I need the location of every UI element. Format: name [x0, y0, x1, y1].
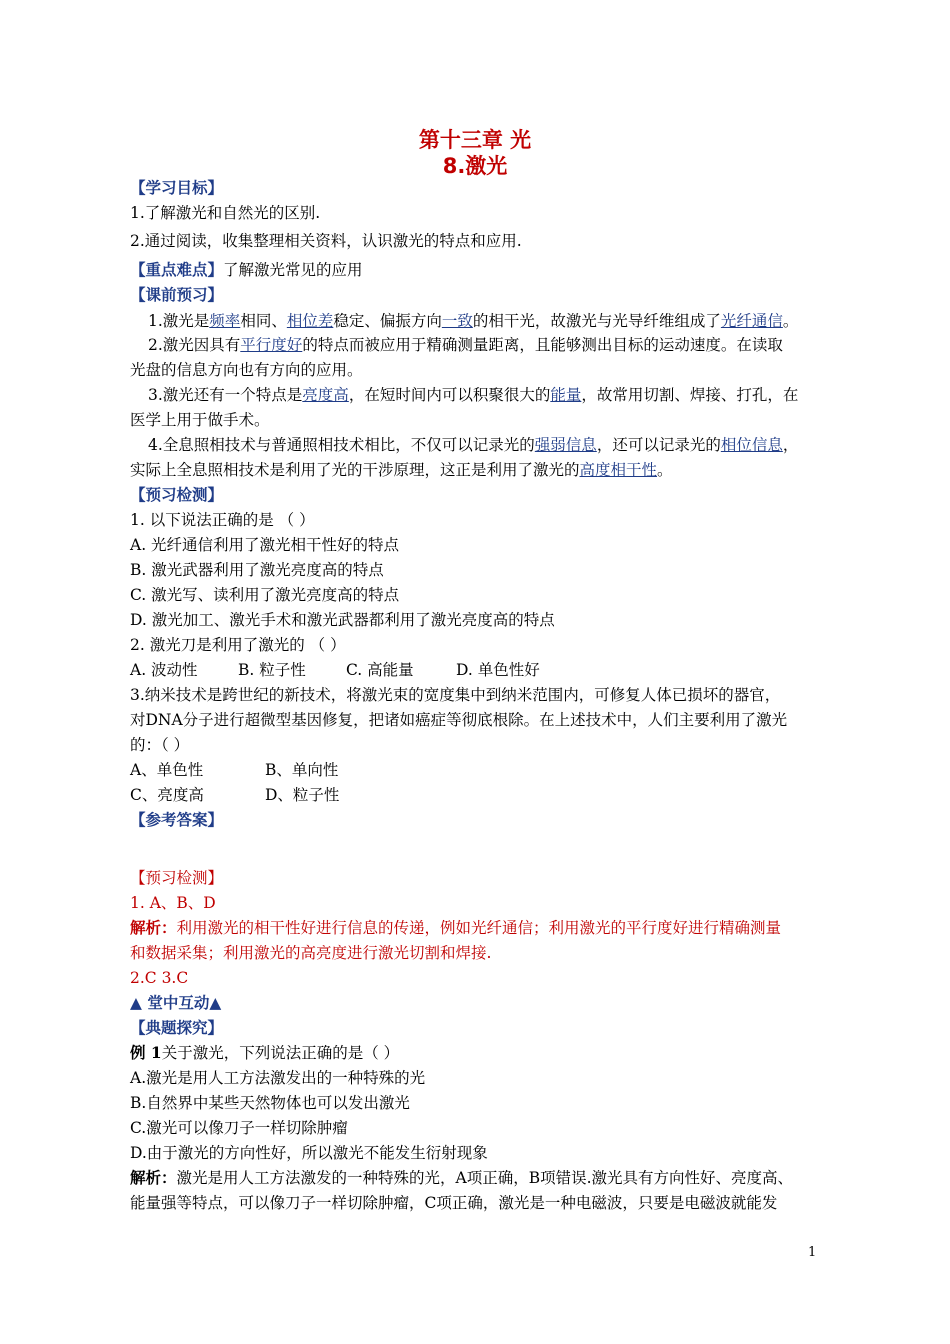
blank-answer: 亮度高: [302, 386, 349, 404]
text: ，: [782, 436, 799, 454]
example-question: [130, 1041, 820, 1065]
analysis-text: 利用激光的相干性好进行信息的传递，例如光纤通信；利用激光的平行度好进行精确测量: [176, 919, 782, 937]
keypoints-text: 了解激光常见的应用: [223, 261, 363, 279]
text: 相同、: [240, 312, 287, 330]
text: 2.激光因具有: [148, 336, 241, 354]
blank-answer: 能量: [550, 386, 582, 404]
text: 的特点而被应用于精确测量距离，且能够测出目标的运动速度。在读取: [302, 336, 783, 354]
text: ，故常用切割、焊接、打孔，在: [581, 386, 799, 404]
question-option: B. 激光武器利用了激光亮度高的特点: [130, 561, 384, 579]
example-option: A.激光是用人工方法激发出的一种特殊的光: [130, 1069, 426, 1087]
example-analysis-l1: [130, 1166, 820, 1190]
answers-subheader: 【预习检测】: [130, 869, 224, 887]
question-option: C、亮度高: [130, 786, 204, 804]
preview-p3-l2: 医学上用于做手术。: [130, 411, 270, 429]
question-3-options-row2: [130, 783, 820, 807]
preview-p4-l2: [130, 458, 820, 482]
preview-p2-l2: 光盘的信息方向也有方向的应用。: [130, 361, 363, 379]
example-option: D.由于激光的方向性好，所以激光不能发生衍射现象: [130, 1144, 488, 1162]
question-option: A、单色性: [130, 761, 204, 779]
question-option: D. 激光加工、激光手术和激光武器都利用了激光亮度高的特点: [130, 611, 555, 629]
text: 的相干光，故激光与光导纤维组成了: [472, 312, 721, 330]
keypoints-header: 【重点难点】: [130, 261, 224, 279]
check-header: 【预习检测】: [130, 486, 224, 504]
text: 4.全息照相技术与普通照相技术相比，不仅可以记录光的: [148, 436, 535, 454]
keypoints-line: [130, 258, 820, 282]
example-subheader: 【典题探究】: [130, 1019, 224, 1037]
question-option: A. 波动性: [130, 661, 198, 679]
objective-item: 2.通过阅读，收集整理相关资料，认识激光的特点和应用.: [130, 232, 522, 250]
text: ，在短时间内可以积聚很大的: [348, 386, 551, 404]
analysis-label: 解析：: [130, 918, 177, 937]
question-option: C. 高能量: [346, 661, 414, 679]
question-2-options: [130, 658, 820, 682]
preview-p4-l1: [148, 433, 838, 457]
chapter-title: 第十三章 光: [418, 128, 532, 152]
blank-answer: 平行度好: [240, 336, 303, 354]
objectives-header: 【学习目标】: [130, 179, 224, 197]
blank-answer: 光纤通信: [720, 312, 783, 330]
question-option: B. 粒子性: [238, 661, 306, 679]
question-2: 2. 激光刀是利用了激光的 （ ）: [130, 636, 346, 654]
question-3-l2: 对DNA分子进行超微型基因修复，把诸如癌症等彻底根除。在上述技术中，人们主要利用了激光: [130, 711, 788, 729]
analysis-text: 激光是用人工方法激发的一种特殊的光，A项正确，B项错误.激光具有方向性好、亮度高、: [176, 1169, 794, 1187]
blank-answer: 一致: [441, 312, 473, 330]
question-option: D. 单色性好: [456, 661, 540, 679]
blank-answer: 频率: [209, 312, 241, 330]
interactive-header: ▲ 堂中互动▲: [130, 994, 222, 1012]
text: ，还可以记录光的: [596, 436, 721, 454]
blank-answer: 相位信息: [720, 436, 783, 454]
text: 3.激光还有一个特点是: [148, 386, 303, 404]
text: 实际上全息照相技术是利用了光的干涉原理，这正是利用了激光的: [130, 461, 580, 479]
example-analysis-l2: 能量强等特点，可以像刀子一样切除肿瘤，C项正确，激光是一种电磁波，只要是电磁波就能发: [130, 1194, 778, 1212]
analysis-label: 解析：: [130, 1168, 177, 1187]
blank-answer: 相位差: [286, 312, 334, 330]
text: 1.激光是: [148, 312, 210, 330]
blank-answer: 高度相干性: [579, 461, 658, 479]
question-option: B、单向性: [265, 761, 339, 779]
page-number: 1: [808, 1245, 817, 1260]
example-option: B.自然界中某些天然物体也可以发出激光: [130, 1094, 410, 1112]
blank-answer: 强弱信息: [534, 436, 597, 454]
example-text: 关于激光，下列说法正确的是（ ）: [161, 1044, 400, 1062]
question-option: D、粒子性: [265, 786, 340, 804]
example-option: C.激光可以像刀子一样切除肿瘤: [130, 1119, 348, 1137]
question-option: C. 激光写、读利用了激光亮度高的特点: [130, 586, 400, 604]
preview-header: 【课前预习】: [130, 286, 224, 304]
answers-header: 【参考答案】: [130, 811, 224, 829]
question-1: 1. 以下说法正确的是 （ ）: [130, 511, 315, 529]
question-option: A. 光纤通信利用了激光相干性好的特点: [130, 536, 400, 554]
preview-p3-l1: [148, 383, 838, 407]
preview-p2-l1: [148, 333, 838, 357]
text: 稳定、偏振方向: [333, 312, 442, 330]
text: 。: [782, 312, 799, 330]
answer-1: 1. A、B、D: [130, 894, 216, 912]
objective-item: 1.了解激光和自然光的区别.: [130, 204, 321, 222]
example-label: 例 1: [130, 1043, 162, 1062]
question-3-l3: 的：（ ）: [130, 736, 190, 754]
question-3-l1: 3.纳米技术是跨世纪的新技术，将激光束的宽度集中到纳米范围内，可修复人体已损坏的器官，: [130, 686, 781, 704]
section-title: 8.激光: [442, 154, 508, 178]
answer-analysis-l2: 和数据采集；利用激光的高亮度进行激光切割和焊接.: [130, 944, 492, 962]
preview-p1: [148, 309, 838, 333]
answer-analysis-l1: [130, 916, 820, 940]
question-3-options-row1: [130, 758, 820, 782]
answer-2-3: 2.C 3.C: [130, 969, 189, 987]
text: 。: [657, 461, 673, 479]
